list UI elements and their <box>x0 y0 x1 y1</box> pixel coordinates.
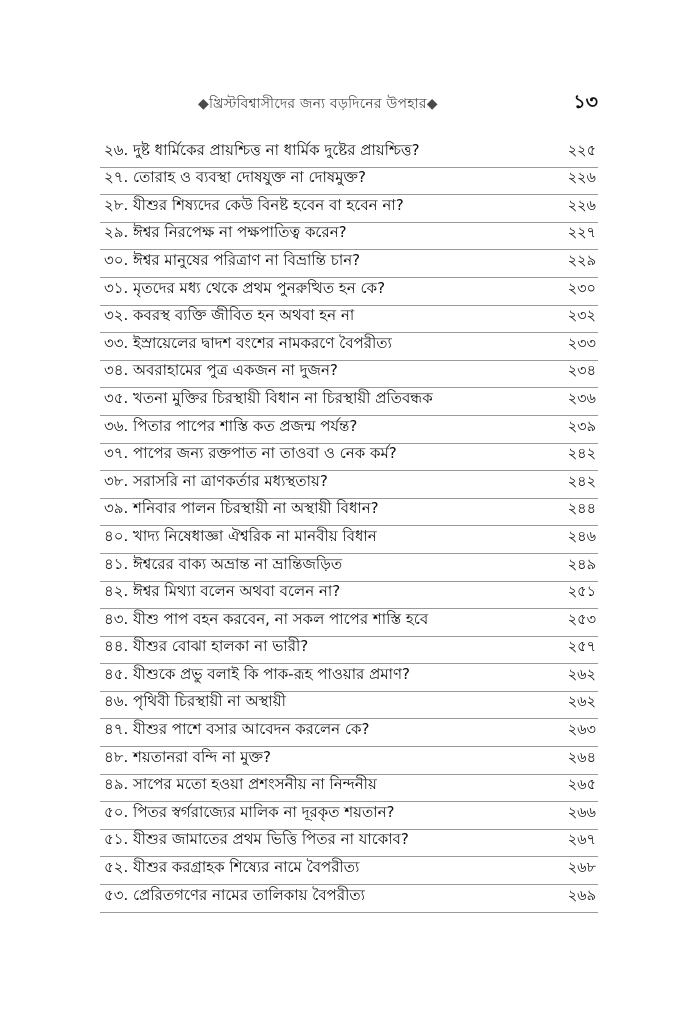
toc-entry-page: ২৩২ <box>567 308 596 325</box>
toc-entry-page: ২৪৯ <box>567 556 596 573</box>
toc-entry <box>100 719 598 747</box>
toc-entry <box>100 609 598 637</box>
toc-entry <box>100 223 598 251</box>
running-title: ◆খ্রিস্টবিশ্বাসীদের জন্য বড়দিনের উপহার◆ <box>198 96 438 112</box>
toc-entry <box>100 582 598 610</box>
toc-entry-title: ৪২. ঈশ্বর মিথ্যা বলেন অথবা বলেন না? <box>104 582 341 601</box>
toc-entry <box>100 499 598 527</box>
toc-entry-title: ২৮. যীশুর শিষ্যদের কেউ বিনষ্ট হবেন বা হবেন না? <box>104 195 404 214</box>
toc-entry-page: ২৩০ <box>567 280 596 297</box>
toc-entry <box>100 692 598 720</box>
toc-entry <box>100 168 598 196</box>
toc-entry-title: ৫২. যীশুর করগ্রাহক শিষ্যের নামে বৈপরীত্য <box>104 858 360 877</box>
toc-entry-page: ২৩৩ <box>567 335 596 352</box>
toc-entry-page: ২৩৪ <box>567 363 596 380</box>
toc-entry-page: ২৬৫ <box>567 777 596 794</box>
toc-entry <box>100 664 598 692</box>
toc-entry <box>100 278 598 306</box>
toc-entry <box>100 388 598 416</box>
toc-entry-page: ২৬৩ <box>567 722 596 739</box>
toc-entry-page: ২৪২ <box>567 473 596 490</box>
toc-entry-title: ২৭. তোরাহ ও ব্যবস্থা দোষযুক্ত না দোষমুক্ত? <box>104 168 366 187</box>
toc-entry-page: ২৬৯ <box>567 887 596 904</box>
toc-entry-page: ২৬৬ <box>567 804 596 821</box>
toc-entry-page: ২২৯ <box>567 252 596 269</box>
toc-entry-page: ২৫৩ <box>567 611 596 628</box>
toc-entry-page: ২৬৮ <box>567 860 596 877</box>
toc-entry <box>100 857 598 885</box>
toc-entry-title: ৩০. ঈশ্বর মানুষের পরিত্রাণ না বিভ্রান্তি চান? <box>104 250 361 269</box>
toc-entry-title: ৩৮. সরাসরি না ত্রাণকর্তার মধ্যস্থতায়? <box>104 471 328 490</box>
toc-entry-page: ২৬৪ <box>567 749 596 766</box>
toc-entry-page: ২৬৭ <box>567 832 596 849</box>
toc-entry-page: ২৩৬ <box>567 390 596 407</box>
toc-entry <box>100 554 598 582</box>
toc-entry-title: ৩২. কবরস্থ ব্যক্তি জীবিত হন অথবা হন না <box>104 306 355 325</box>
toc-entry <box>100 885 598 913</box>
toc-entry <box>100 471 598 499</box>
toc-entry-title: ২৯. ঈশ্বর নিরপেক্ষ না পক্ষপাতিত্ব করেন? <box>104 223 347 242</box>
toc-entry <box>100 333 598 361</box>
toc-entry-page: ২৩৯ <box>567 418 596 435</box>
toc-entry <box>100 775 598 803</box>
page-number: ১৩ <box>573 91 598 113</box>
toc-entry-title: ২৬. দুষ্ট ধার্মিকের প্রায়শ্চিত্ত না ধার্মিক দুষ্টের প্রায়শ্চিত্ত? <box>104 140 420 159</box>
toc-entry-page: ২৪২ <box>567 446 596 463</box>
toc-entry <box>100 306 598 334</box>
toc-entry-title: ৪৩. যীশু পাপ বহন করবেন, না সকল পাপের শাস্তি হবে <box>104 609 429 628</box>
toc-entry <box>100 802 598 830</box>
toc-entry <box>100 195 598 223</box>
toc-entry-title: ৩৭. পাপের জন্য রক্তপাত না তাওবা ও নেক কর্ম? <box>104 444 397 463</box>
toc-entry-title: ৪৯. সাপের মতো হওয়া প্রশংসনীয় না নিন্দনীয় <box>104 775 377 794</box>
toc-entry-title: ৩৬. পিতার পাপের শাস্তি কত প্রজন্ম পর্যন্ত? <box>104 416 358 435</box>
toc-entry-page: ২২৬ <box>567 170 596 187</box>
toc-entry <box>100 361 598 389</box>
table-of-contents <box>100 140 598 913</box>
toc-entry-page: ২৫৭ <box>567 639 596 656</box>
toc-entry-title: ৪১. ঈশ্বরের বাক্য অভ্রান্ত না ভ্রান্তিজড়িত <box>104 554 343 573</box>
toc-entry <box>100 444 598 472</box>
toc-entry-page: ২৬২ <box>567 666 596 683</box>
toc-entry-title: ৪৫. যীশুকে প্রভু বলাই কি পাক-রূহ পাওয়ার প্রমাণ? <box>104 664 410 683</box>
toc-entry-page: ২৪৪ <box>567 501 596 518</box>
toc-entry-title: ৪৮. শয়তানরা বন্দি না মুক্ত? <box>104 747 272 766</box>
toc-entry <box>100 637 598 665</box>
toc-entry-title: ৩৪. অবরাহামের পুত্র একজন না দুজন? <box>104 361 338 380</box>
toc-entry-title: ৫৩. প্রেরিতগণের নামের তালিকায় বৈপরীত্য <box>104 885 365 904</box>
toc-entry <box>100 416 598 444</box>
toc-entry <box>100 250 598 278</box>
toc-entry-page: ২৫১ <box>567 584 596 601</box>
toc-entry-title: ৪০. খাদ্য নিষেধাজ্ঞা ঐশ্বরিক না মানবীয় বিধান <box>104 526 377 545</box>
toc-entry-page: ২২৫ <box>567 142 596 159</box>
toc-entry-title: ৩৫. খতনা মুক্তির চিরস্থায়ী বিধান না চিরস্থায়ী প্রতিবন্ধক <box>104 388 433 407</box>
page-header <box>100 88 598 118</box>
toc-entry-page: ২৬২ <box>567 694 596 711</box>
toc-entry-page: ২২৬ <box>567 197 596 214</box>
toc-entry-title: ৪৭. যীশুর পাশে বসার আবেদন করলেন কে? <box>104 720 370 739</box>
toc-entry-title: ৪৪. যীশুর বোঝা হালকা না ভারী? <box>104 637 309 656</box>
toc-entry-title: ৪৬. পৃথিবী চিরস্থায়ী না অস্থায়ী <box>104 692 286 711</box>
toc-entry-page: ২২৭ <box>567 225 596 242</box>
toc-entry-title: ৫১. যীশুর জামাতের প্রথম ভিত্তি পিতর না যাকোব? <box>104 830 409 849</box>
toc-entry <box>100 747 598 775</box>
toc-entry-title: ৩৯. শনিবার পালন চিরস্থায়ী না অস্থায়ী বিধান? <box>104 499 379 518</box>
toc-entry-title: ৩১. মৃতদের মধ্য থেকে প্রথম পুনরুত্থিত হন কে? <box>104 278 386 297</box>
toc-entry-title: ৫০. পিতর স্বর্গরাজ্যের মালিক না দূরকৃত শয়তান? <box>104 802 395 821</box>
toc-entry <box>100 830 598 858</box>
toc-entry-title: ৩৩. ইস্রায়েলের দ্বাদশ বংশের নামকরণে বৈপরীত্য <box>104 333 392 352</box>
toc-entry <box>100 140 598 168</box>
toc-entry <box>100 526 598 554</box>
toc-entry-page: ২৪৬ <box>567 528 596 545</box>
